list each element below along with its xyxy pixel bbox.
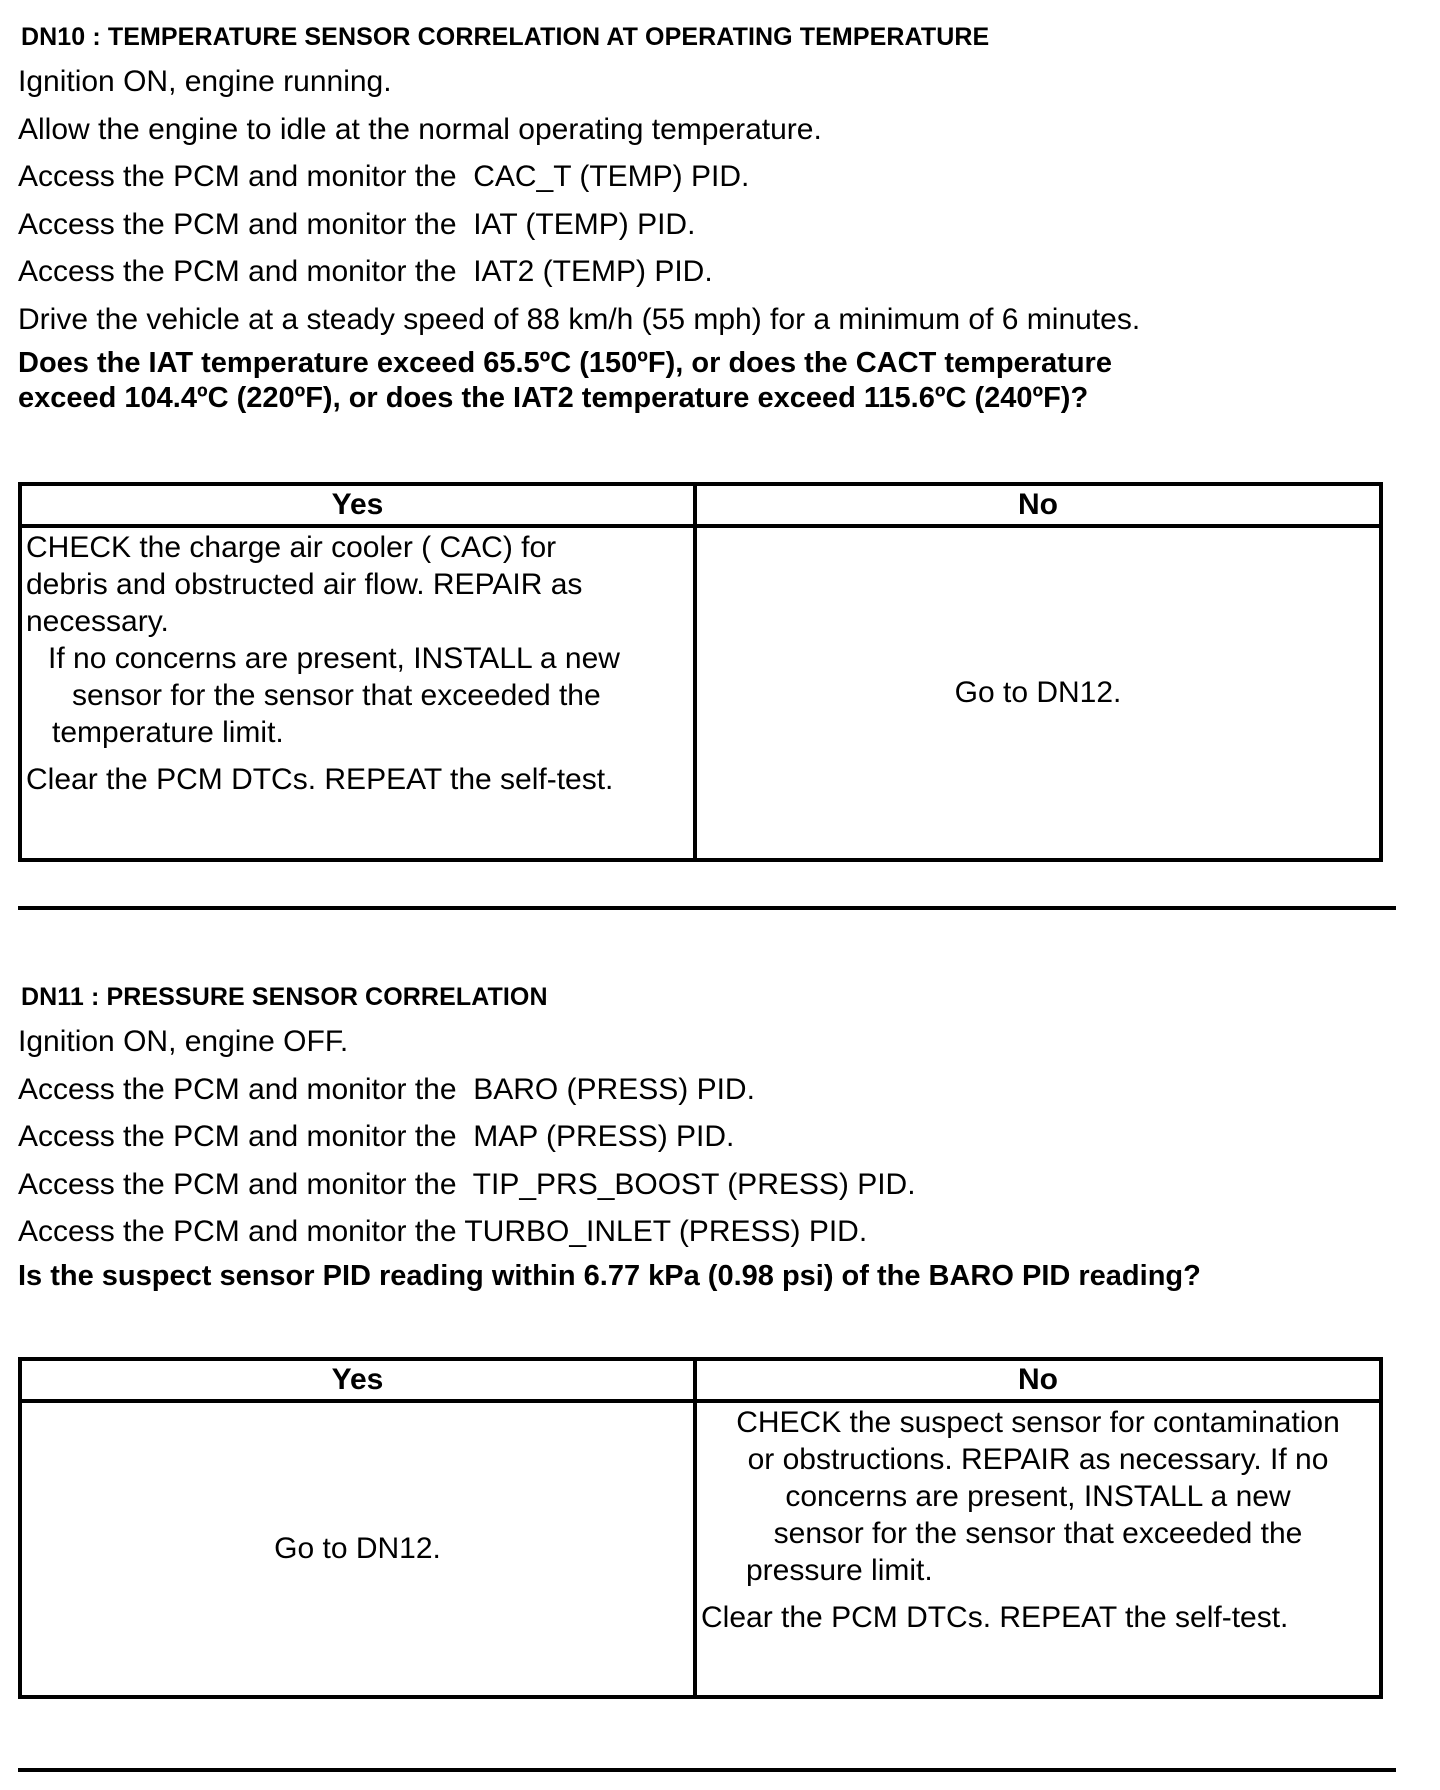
- dn11-yes-text: Go to DN12.: [274, 1532, 441, 1565]
- dn10-question-line-1: Does the IAT temperature exceed 65.5ºC (150ºF), or does the CACT temperature: [18, 347, 1112, 379]
- dn11-step-1: Ignition ON, engine OFF.: [18, 1025, 349, 1058]
- dn11-yes-cell: [20, 1401, 695, 1697]
- dn10-step-2: Allow the engine to idle at the normal operating temperature.: [18, 112, 822, 146]
- dn10-yes-line-3: necessary.: [26, 605, 169, 638]
- dn11-step-3: Access the PCM and monitor the MAP (PRESS) PID.: [18, 1120, 735, 1153]
- dn11-no-line-1: CHECK the suspect sensor for contamination: [736, 1406, 1340, 1439]
- dn10-no-text: Go to DN12.: [954, 676, 1122, 709]
- dn10-no-cell: [695, 526, 1381, 860]
- dn10-step-1: Ignition ON, engine running.: [18, 65, 392, 98]
- dn10-divider: [18, 906, 1396, 910]
- dn10-yes-line-1: CHECK the charge air cooler ( CAC) for: [26, 531, 557, 564]
- dn10-no-header: No: [695, 484, 1381, 526]
- dn10-yes-line-6: temperature limit.: [52, 716, 284, 749]
- dn10-yes-line-2: debris and obstructed air flow. REPAIR as: [26, 568, 583, 601]
- dn11-step-5: Access the PCM and monitor the TURBO_INLET (PRESS) PID.: [18, 1215, 868, 1248]
- dn11-step-4: Access the PCM and monitor the TIP_PRS_BOOST (PRESS) PID.: [18, 1167, 916, 1201]
- dn10-yes-line-7: Clear the PCM DTCs. REPEAT the self-test.: [26, 763, 614, 796]
- dn11-question: Is the suspect sensor PID reading within 6.77 kPa (0.98 psi) of the BARO PID reading?: [18, 1259, 1201, 1292]
- dn11-step-2: Access the PCM and monitor the BARO (PRESS) PID.: [18, 1072, 755, 1106]
- dn10-yes-line-5: sensor for the sensor that exceeded the: [72, 679, 601, 712]
- dn10-yes-line-4: If no concerns are present, INSTALL a new: [48, 642, 620, 675]
- dn10-step-3: Access the PCM and monitor the CAC_T (TEMP) PID.: [18, 160, 750, 193]
- dn11-yes-header: Yes: [20, 1359, 695, 1401]
- dn11-no-line-3: concerns are present, INSTALL a new: [785, 1480, 1291, 1513]
- dn11-no-line-5: pressure limit.: [746, 1554, 933, 1587]
- dn10-question: [18, 346, 1398, 416]
- dn11-no-line-2: or obstructions. REPAIR as necessary. If no: [747, 1443, 1329, 1476]
- dn11-no-header: No: [695, 1359, 1381, 1401]
- dn10-title: DN10 : TEMPERATURE SENSOR CORRELATION AT OPERATING TEMPERATURE: [21, 23, 990, 51]
- dn10-yes-header: Yes: [20, 484, 695, 526]
- dn11-decision-table: [18, 1357, 1383, 1699]
- dn11-section: [18, 982, 1398, 1294]
- dn10-question-line-2: exceed 104.4ºC (220ºF), or does the IAT2 temperature exceed 115.6ºC (240ºF)?: [18, 382, 1089, 414]
- dn11-no-line-4: sensor for the sensor that exceeded the: [773, 1517, 1303, 1550]
- dn10-section: [18, 22, 1398, 416]
- dn11-no-cell: [695, 1401, 1381, 1697]
- dn10-step-6: Drive the vehicle at a steady speed of 88 km/h (55 mph) for a minimum of 6 minutes.: [18, 302, 1141, 336]
- dn10-step-5: Access the PCM and monitor the IAT2 (TEMP) PID.: [18, 255, 713, 288]
- dn10-yes-cell: [20, 526, 695, 860]
- dn11-title: DN11 : PRESSURE SENSOR CORRELATION: [21, 983, 548, 1011]
- dn11-divider: [18, 1768, 1396, 1772]
- dn11-no-line-6: Clear the PCM DTCs. REPEAT the self-test.: [701, 1601, 1289, 1634]
- dn10-decision-table: [18, 482, 1383, 862]
- dn10-step-4: Access the PCM and monitor the IAT (TEMP) PID.: [18, 207, 696, 241]
